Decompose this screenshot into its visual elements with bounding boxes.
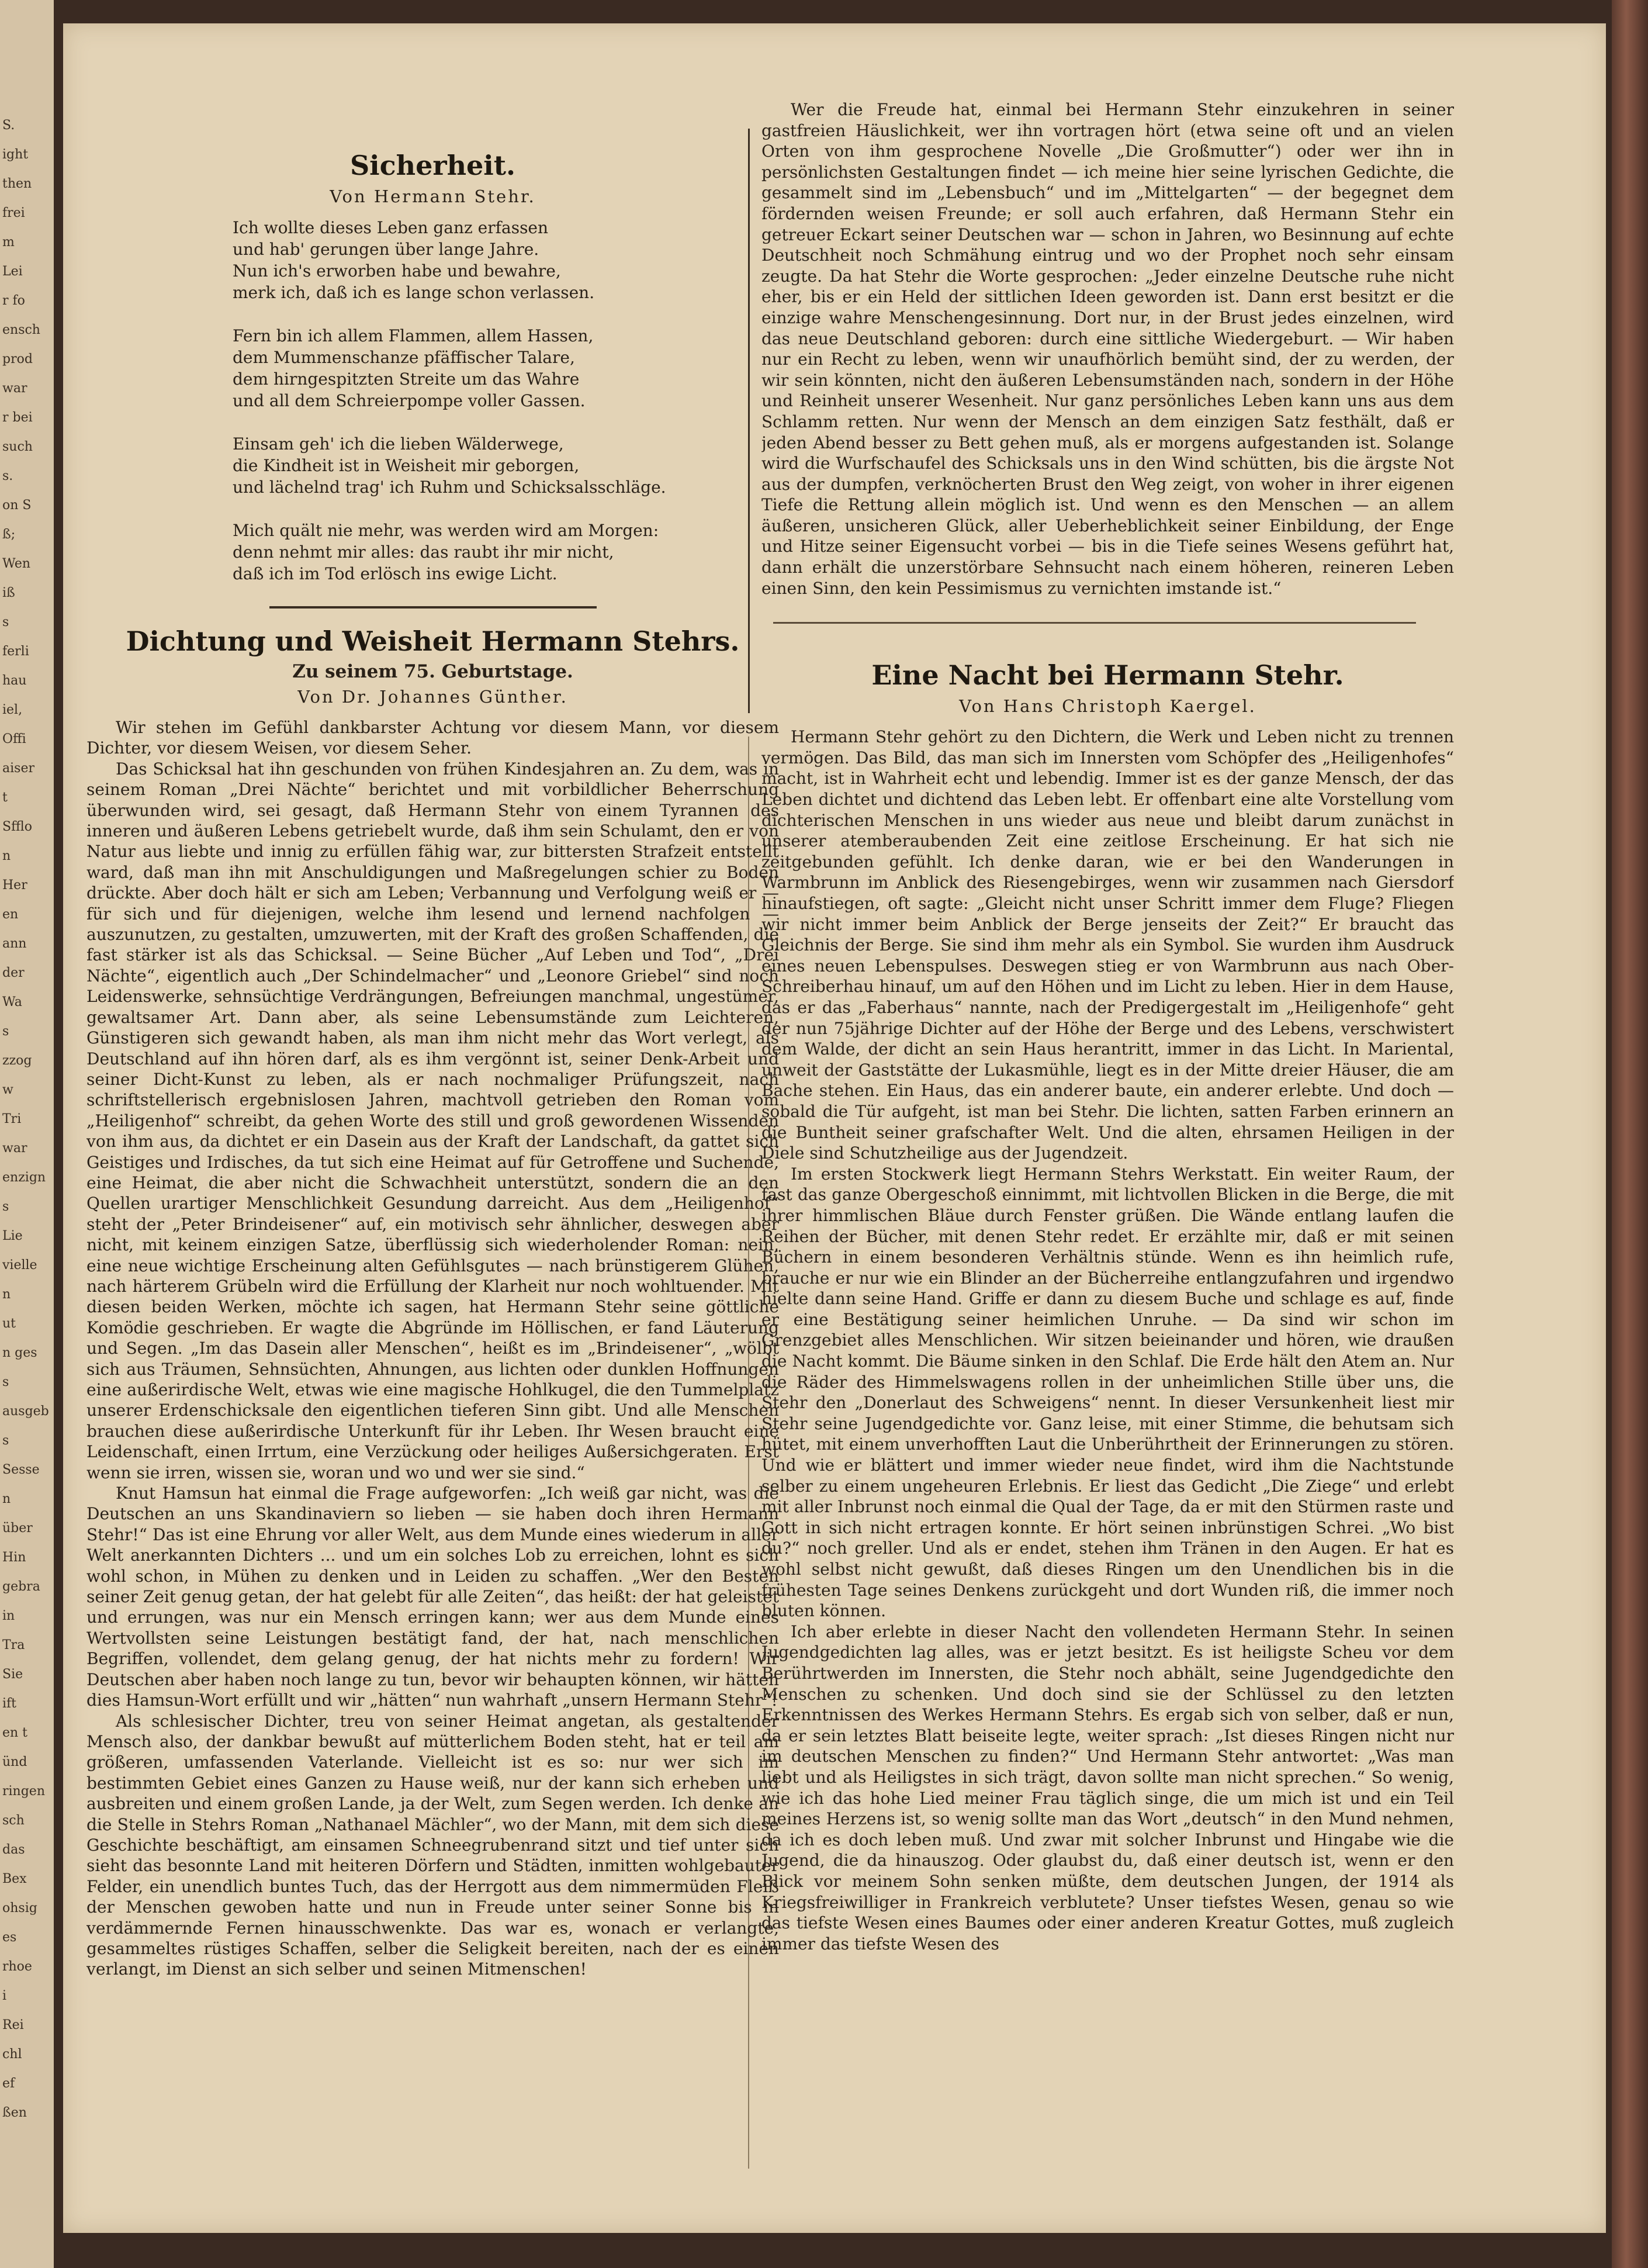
margin-fragment: ßen (2, 2105, 27, 2120)
poem-stanza (233, 217, 779, 303)
margin-fragment: Lei (2, 264, 23, 279)
poem-title: Sicherheit. (349, 150, 516, 181)
margin-fragment: Sesse (2, 1463, 40, 1477)
article1-subtitle: Zu seinem 75. Geburtstage. (292, 661, 573, 682)
poem-line: dem hirngespitzten Streite um das Wahre (233, 369, 580, 389)
paragraph: Knut Hamsun hat einmal die Frage aufgeworfen: „Ich weiß gar nicht, was die Deutschen an uns Skandinaviern so lieben — sie haben doch ihren Hermann Stehr!“ Das ist eine Ehrung vor aller Welt, aus dem Munde eines wiederum in aller Welt anerkannten Dichters ... und um ein solches Lob zu erreichen, lohnt es sich wohl schon, in Mühen zu denken und in Leiden zu schaffen. „Wer den Besten seiner Zeit genug getan, der hat gelebt für alle Zeiten“, das heißt: der hat geleistet und errungen, was nur ein Mensch erringen kann; wer aus dem Munde eines Wertvollsten seine Leistungen bestätigt fand, der hat, nach menschlichen Begriffen, vollendet, dem gelang genug, der hat nichts mehr zu fordern! Wir Deutschen aber haben noch lange zu tun, bevor wir behaupten können, wir hätten dies Hamsun-Wort erfüllt und wir „hätten“ nun wahrhaft „unsern Hermann Stehr“! (86, 1484, 779, 1710)
margin-fragment: Tra (2, 1638, 25, 1652)
margin-fragment: frei (2, 206, 25, 220)
margin-fragment: s (2, 615, 9, 630)
margin-fragment: war (2, 1141, 27, 1156)
margin-fragment: Sfflo (2, 820, 32, 834)
margin-fragment: r bei (2, 410, 33, 425)
margin-fragment: hau (2, 673, 27, 688)
margin-fragment: such (2, 440, 33, 454)
margin-fragment: Hin (2, 1550, 26, 1565)
newspaper-page (63, 23, 1606, 2233)
paragraph: Als schlesischer Dichter, treu von seiner Heimat angetan, als gestaltender Mensch also, der dankbar bewußt auf mütterlichem Boden steht, hat er teil am größeren, umfassenden Vaterlande. Vielleicht ist es so: nur wer sich im bestimmten Gebiet eines Ganzen zu Hause weiß, nur der kann sich erheben und ausbreiten und einem großen Lande, ja der Welt, zum Segen werden. Ich denke an die Stelle in Stehrs Roman „Nathanael Mächler“, wo der Mann, mit dem sich diese Geschichte beschäftigt, am einsamen Schneegrubenrand sitzt und tief unter sich sieht das besonnte Land mit heiteren Dörfern und Städten, inmitten wohlgebauter Felder, ein unendlich buntes Tuch, das der Herrgott aus dem nimmermüden Fleiß der Menschen gewoben hatte und nun in Freude unter seiner Sonne bis in verdämmernde Fernen hinausschwenkte. Das war es, wonach er verlangte, gesammeltes rüstiges Schaffen, selber die Seligkeit bereiten, nach der es einen verlangt, im Dienst an sich selber und seinen Mitmenschen! (86, 1711, 779, 1979)
margin-fragment: der (2, 966, 25, 980)
margin-fragment: ferli (2, 644, 29, 659)
margin-fragment: Wa (2, 995, 22, 1009)
margin-fragment: s (2, 1433, 9, 1448)
paragraph: Im ersten Stockwerk liegt Hermann Stehrs Werkstatt. Ein weiter Raum, der fast das ganze Obergeschoß einnimmt, mit lichtvollen Blicken in die Berge, die mit ihrer himmlischen Bläue durch Fenster grüßen. Die Wände entlang laufen die Reihen der Bücher, mit denen Stehr redet. Er erzählte mir, daß er mit seinen Büchern in einem besonderen Verhältnis stünde. Wenn es ihn heimlich rufe, brauche er nur wie ein Blinder an der Bücherreihe entlangzufahren und irgendwo hielte dann seine Hand. Griffe er dann zu diesem Buche und schlage es auf, finde er eine Bestätigung seiner heimlichen Unruhe. — Da sind wir schon im Grenzgebiet alles Menschlichen. Wir sitzen beieinander und hören, wie draußen die Nacht kommt. Die Bäume sinken in den Schlaf. Die Erde hält den Atem an. Nur die Räder des Himmelswagens rollen in der unheimlichen Stille über uns, die Stehr den „Donerlaut des Schweigens“ nennt. In dieser Versunkenheit liest mir Stehr seine Jugendgedichte vor. Ganz leise, mit einer Stimme, die behutsam sich hütet, mit einem unverhofften Laut die Unberührtheit der Erinnerungen zu stören. Und wie er blättert und immer wieder neue findet, wird ihm die Nachtstunde selber zu einem ungeheuren Erlebnis. Er liest das Gedicht „Die Ziege“ und erlebt mit aller Inbrunst noch einmal die Qual der Tage, da er mit den Stürmen raste und Gott in sich nicht ertragen konnte. Er hört seinen inbrünstigen Schrei. „Wo bist du?“ noch greller. Und als er endet, stehen ihm Tränen in den Augen. Er hat es wohl selbst nicht gewußt, daß dieses Ringen um den Unendlichen bis in die frühesten Tage seines Denkens zurückgeht und dort Wunden riß, die immer noch bluten können. (761, 1164, 1454, 1621)
margin-fragment: on S (2, 498, 32, 513)
margin-fragment: i (2, 1989, 7, 2003)
margin-fragment: n (2, 1287, 11, 1302)
margin-fragment: gebra (2, 1579, 40, 1594)
margin-fragment: n ges (2, 1346, 37, 1360)
separator-line (269, 606, 597, 609)
poem-line: und lächelnd trag' ich Ruhm und Schicksalsschläge. (233, 478, 666, 497)
poem-byline: Von Hermann Stehr. (330, 186, 536, 206)
margin-fragment: en (2, 907, 19, 922)
margin-fragment: s (2, 1024, 9, 1039)
margin-fragment: chl (2, 2047, 22, 2062)
margin-fragment: Rei (2, 2018, 24, 2032)
poem-line: Mich quält nie mehr, was werden wird am Morgen: (233, 521, 659, 540)
poem-line: Einsam geh' ich die lieben Wälderwege, (233, 434, 564, 454)
article1-body-left (86, 717, 779, 1980)
poem-line: und hab' gerungen über lange Jahre. (233, 240, 539, 259)
poem-stanza (233, 325, 779, 412)
margin-fragment: enzign (2, 1170, 46, 1185)
column-right (761, 99, 1454, 2198)
margin-fragment: ut (2, 1316, 16, 1331)
margin-fragment: iel, (2, 703, 23, 717)
margin-fragment: in (2, 1609, 15, 1623)
paragraph: Hermann Stehr gehört zu den Dichtern, die Werk und Leben nicht zu trennen vermögen. Das Bild, das man sich im Innersten vom Schöpfer des „Heiligenhofes“ macht, ist in Wahrheit echt und lebendig. Immer ist es der ganze Mensch, der das Leben dichtet und dichtend das Leben lebt. Er offenbart eine alte Vorstellung vom dichterischen Menschen in uns wieder aus neue und bleibt darum zunächst in unserer atemberaubenden Zeit eine zeitlose Erscheinung. Er hat sich nie zeitgebunden gefühlt. Ich denke daran, wie er bei den Wanderungen in Warmbrunn im Anblick des Riesengebirges, wenn wir zusammen nach Giersdorf hinaufstiegen, oft sagte: „Gleicht nicht unser Schritt immer dem Fluge? Fliegen wir nicht immer beim Anblick der Berge jenseits der Zeit?“ Er braucht das Gleichnis der Berge. Sie sind ihm mehr als ein Symbol. Sie wurden ihm Ausdruck eines neuen Lebenspulses. Deswegen stieg er von Warmbrunn aus nach Ober-Schreiberhau hinauf, um auf den Höhen und im Licht zu leben. Hier in dem Hause, das er das „Faberhaus“ nannte, nach der Predigergestalt im „Heiligenhofe“ geht der nun 75jährige Dichter auf der Höhe der Berge und des Lebens, verschwistert dem Walde, der dicht an sein Haus herantritt, immer in das Licht. In Mariental, unweit der Gaststätte der Lukasmühle, liegt es in der Mitte dreier Häuser, die am Bache stehen. Ein Haus, das ein anderer baute, ein anderer erlebte. Und doch — sobald die Tür aufgeht, ist man bei Stehr. Die lichten, satten Farben erinnern an die Buntheit seiner grafschafter Welt. Und die alten, ehrsamen Heiligen in der Diele sind Schutzheilige aus der Jugendzeit. (761, 727, 1454, 1163)
poem-line: Fern bin ich allem Flammen, allem Hassen, (233, 326, 594, 345)
paragraph: Ich aber erlebte in dieser Nacht den vollendeten Hermann Stehr. In seinen Jugendgedichten lag alles, was er jetzt besitzt. Es ist heiligste Scheu vor dem Berührtwerden im Innersten, die Stehr noch abhält, seine Jugendgedichte den Menschen zu schenken. Und doch sind sie der Schlüssel zu den letzten Erkenntnissen des Werkes Hermann Stehrs. Es ergab sich von selber, daß er nun, da er sein letztes Blatt beiseite legte, weiter sprach: „Ist dieses Ringen nicht nur im deutschen Menschen zu finden?“ Und Hermann Stehr antwortet: „Was man liebt und als Heiligstes in sich trägt, davon sollte man nicht sprechen.“ So wenig, wie ich das hohe Lied meiner Frau täglich singe, die um mich ist und ein Teil meines Herzens ist, so wenig sollte man das Wort „deutsch“ in den Mund nehmen, da ich es doch leben muß. Und zwar mit solcher Inbrunst und Hingabe wie die Jugend, die da hinauszog. Oder glaubst du, daß einer deutsch ist, wenn er den Blick vor meinem Sohn senken müßte, dem deutschen Jungen, der 1914 als Kriegsfreiwilliger in Frankreich verblutete? Unser tiefstes Wesen, genau so wie das tiefste Wesen eines Baumes oder einer anderen Kreatur Gottes, muß zugleich immer das tiefste Wesen des (761, 1622, 1454, 1954)
margin-fragment: s (2, 1375, 9, 1389)
article2-body (761, 727, 1454, 1954)
margin-fragment: ohsig (2, 1901, 37, 1916)
article2-title: Eine Nacht bei Hermann Stehr. (871, 659, 1344, 692)
margin-fragment: Her (2, 878, 27, 893)
margin-fragment: ringen (2, 1784, 45, 1799)
paragraph: Wir stehen im Gefühl dankbarster Achtung vor diesem Mann, vor diesem Dichter, vor diesem Weisen, vor diesem Seher. (86, 718, 779, 758)
margin-fragment: ensch (2, 323, 40, 337)
margin-fragment: aiser (2, 761, 34, 776)
margin-fragment: ann (2, 936, 27, 951)
separator-line-wide (773, 622, 1416, 624)
margin-fragment: r fo (2, 293, 25, 308)
poem-line: merk ich, daß ich es lange schon verlassen. (233, 283, 595, 302)
margin-fragment: Sie (2, 1667, 23, 1682)
margin-fragment: n (2, 849, 11, 863)
article1-body-right (761, 99, 1454, 599)
poem-line: daß ich im Tod erlösch ins ewige Licht. (233, 564, 558, 583)
margin-fragment: ausgeb (2, 1404, 49, 1419)
margin-fragment: ünd (2, 1755, 27, 1769)
margin-fragment: Bex (2, 1872, 27, 1886)
margin-fragment: rhoe (2, 1959, 32, 1974)
margin-fragment: ef (2, 2076, 15, 2091)
poem-stanza (233, 433, 779, 498)
paragraph: Das Schicksal hat ihn geschunden von frühen Kindesjahren an. Zu dem, was in seinem Roman „Drei Nächte“ berichtet und mit vorbildlicher Beherrschung überwunden wird, sei gesagt, daß Hermann Stehr von einem Tyrannen des inneren und äußeren Lebens getriebelt wurde, daß ihm sein Schulamt, den er von Natur aus liebte und innig zu erfüllen fähig war, zur bittersten Strafzeit entstellt ward, daß man ihn mit Anschuldigungen und Maßregelungen schier zu Boden drückte. Aber doch hält er sich am Leben; Verbannung und Verfolgung weiß er — für sich und für diejenigen, welche ihm lesend und lernend nachfolgen — auszunutzen, zu gestalten, umzuwerten, mit der Kraft des großen Schaffenden, die fast stärker ist als das Schicksal. — Seine Bücher „Auf Leben und Tod“, „Drei Nächte“, eigentlich auch „Der Schindelmacher“ und „Leonore Griebel“ sind noch Leidenswerke, sehnsüchtige Verdrängungen, Befreiungen manchmal, ungestümer, gewaltsamer Art. Dann aber, als seine Lebensumstände zum Leichteren, Günstigeren sich gewandt haben, als man ihm nicht mehr das Wort verlegt, als Deutschland auf ihn hören darf, als es ihm vergönnt ist, seiner Denk-Arbeit und seiner Dicht-Kunst zu leben, als er nach nochmaliger Prüfungszeit, nach schriftstellerisch ergebnislosen Jahren, machtvoll getrieben den Roman vom „Heiligenhof“ schreibt, da gehen Worte des still und groß gewordenen Wissenden von ihm aus, da dichtet er ein Dasein aus der Kraft der Landschaft, da gattet sich Geistiges und Irdisches, da tut sich eine Heimat auf für Getroffene und Suchende, eine Heimat, die aber nicht die Schwachheit unterstützt, sondern die an den Quellen urartiger Menschlichkeit Gesundung darreicht. Aus dem „Heiligenhof“ steht der „Peter Brindeisener“ auf, ein motivisch sehr ähnlicher, deswegen aber nicht, mit keinem einzigen Satze, überflüssig sich wiederholender Roman: nein, eine neue wichtige Erscheinung alten Gefühlsgutes — nach brünstigerem Glühen, nach härterem Grübeln wird die Erfüllung der Klarheit nur noch wohltuender. Mit diesen beiden Werken, möchte ich sagen, hat Hermann Stehr seine göttliche Komödie geschrieben. Er wagte die Abgründe im Höllischen, er fand Läuterung und Segen. „Im das Dasein aller Menschen“, heißt es im „Brindeisener“, „wölbt sich aus Träumen, Sehnsüchten, Ahnungen, aus lichten oder dunklen Hoffnungen eine außerirdische Welt, etwas wie eine magische Hohlkugel, die den Tummelplatz unserer Erdenschicksale den eigentlichen tieferen Sinn gibt. Und alle Menschen brauchen diese außerirdische Unterkunft für ihr Leben. Ihr Wesen braucht eine Leidenschaft, einen Irrtum, eine Verzückung oder heiliges Außersichgeraten. Erst wenn sie irren, wissen sie, woran und wo und wer sie sind.“ (86, 759, 779, 1482)
paragraph: Wer die Freude hat, einmal bei Hermann Stehr einzukehren in seiner gastfreien Häuslichkeit, wer ihn vortragen hört (etwa seine oft und an vielen Orten von ihm gesprochene Novelle „Die Großmutter“) oder wer ihn in persönlichsten Gestaltungen findet — ich meine hier seine lyrischen Gedichte, die gesammelt sind im „Lebensbuch“ und im „Mittelgarten“ — der begegnet dem fördernden weisen Freunde; er soll auch erfahren, daß Hermann Stehr ein getreuer Eckart seiner Deutschen war — schon in Jahren, wo Besinnung auf echte Deutschheit noch Schmähung eintrug und wo der Prophet noch sehr einsam zeugte. Da hat Stehr die Worte gesprochen: „Jeder einzelne Deutsche ruhe nicht eher, bis er ein Held der sittlichen Ideen geworden ist. Dann erst besitzt er die einzige wahre Menschengesinnung. Dort nur, in der Brust jedes einzelnen, wird das neue Deutschland geboren: durch eine sittliche Wiedergeburt. — Wir haben nur ein Recht zu leben, wenn wir unaufhörlich bemüht sind, der zu werden, der wir sein könnten, nicht den äußeren Lebensumständen nach, sondern in der Höhe und Reinheit unserer Wesenheit. Nur ganz persönliches Leben kann uns aus dem Schlamm retten. Nur wenn der Mensch an dem einzigen Satz festhält, daß er jeden Abend besser zu Bett gehen muß, als er morgens aufgestanden ist. Solange wird die Wurfschaufel des Schicksals uns in den Wind schütten, bis die ärgste Not aus der dumpfen, verknöcherten Brust den Weg zeigt, von woher in ihrer eigenen Tiefe die Rettung allein möglich ist. Und wenn es den Menschen — an allem äußeren, unsicheren Glück, aller Ueberheblichkeit seiner Einbildung, der Enge und Hitze seiner Eigensucht vorbei — bis in die Tiefe seines Wesens geführt hat, dann erhält die unzerstörbare Sehnsucht nach einem höheren, reineren Leben einen Sinn, den kein Pessimismus zu vernichten imstande ist.“ (761, 100, 1454, 598)
margin-fragment: s (2, 1199, 9, 1214)
article1-title: Dichtung und Weisheit Hermann Stehrs. (126, 625, 740, 657)
poem-line: die Kindheit ist in Weisheit mir geborgen, (233, 456, 580, 475)
margin-fragment: war (2, 381, 27, 396)
margin-fragment: zzog (2, 1053, 32, 1068)
article1-byline: Von Dr. Johannes Günther. (297, 687, 568, 707)
margin-fragment: Lie (2, 1229, 23, 1243)
margin-fragment: ift (2, 1696, 17, 1711)
margin-fragment: ight (2, 147, 29, 162)
margin-fragment: Tri (2, 1112, 22, 1126)
adjacent-page-margin (0, 0, 54, 2268)
margin-fragment: en t (2, 1726, 28, 1740)
margin-fragment: S. (2, 118, 15, 133)
margin-fragment: w (2, 1083, 13, 1097)
article2-byline: Von Hans Christoph Kaergel. (959, 696, 1256, 717)
margin-fragment: m (2, 235, 15, 250)
margin-fragment: ß; (2, 527, 16, 542)
book-binding (1612, 0, 1648, 2268)
margin-fragment: then (2, 177, 32, 191)
margin-fragment: iß (2, 586, 15, 600)
poem-line: dem Mummenschanze pfäffischer Talare, (233, 348, 575, 367)
margin-fragment: s. (2, 469, 13, 483)
margin-fragment: n (2, 1492, 11, 1506)
poem-line: Ich wollte dieses Leben ganz erfassen (233, 218, 549, 237)
poem-body (233, 217, 779, 585)
poem-line: denn nehmt mir alles: das raubt ihr mir nicht, (233, 542, 614, 562)
margin-fragment: es (2, 1930, 17, 1945)
margin-fragment: Offi (2, 732, 26, 746)
column-left (86, 108, 779, 2198)
poem-line: Nun ich's erworben habe und bewahre, (233, 261, 561, 281)
margin-fragment: Wen (2, 556, 31, 571)
margin-fragment: das (2, 1842, 25, 1857)
margin-fragment: t (2, 790, 8, 805)
margin-fragment: über (2, 1521, 33, 1536)
poem-stanza (233, 520, 779, 585)
poem-line: und all dem Schreierpompe voller Gassen. (233, 391, 586, 410)
margin-fragment: sch (2, 1813, 25, 1828)
margin-fragment: vielle (2, 1258, 37, 1273)
margin-fragment: prod (2, 352, 33, 367)
